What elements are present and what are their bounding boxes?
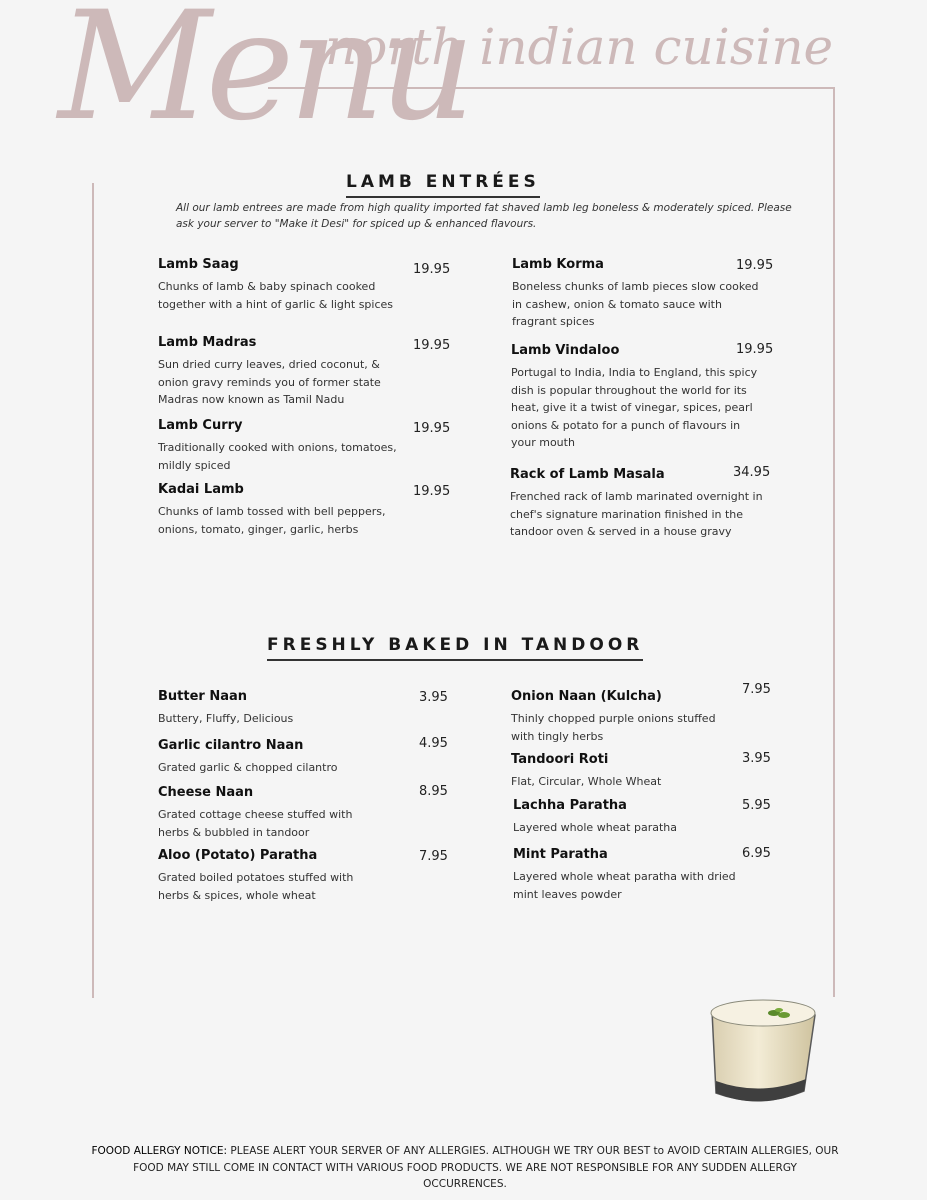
menu-item	[158, 418, 403, 474]
item-price: 19.95	[736, 258, 774, 273]
item-description: Chunks of lamb & baby spinach cooked together with a hint of garlic & light spices	[158, 280, 394, 311]
frame-right-line	[833, 87, 835, 997]
item-name: Onion Naan (Kulcha)	[511, 689, 662, 704]
lamb-title-underline	[346, 196, 540, 198]
menu-item	[511, 343, 766, 452]
item-name: Rack of Lamb Masala	[510, 467, 665, 482]
item-price: 7.95	[419, 849, 448, 864]
frame-left-line	[92, 183, 94, 998]
item-price: 8.95	[419, 784, 448, 799]
item-name: Cheese Naan	[158, 785, 254, 800]
menu-script-title: Menu	[58, 0, 470, 154]
item-price: 19.95	[413, 421, 451, 436]
lamb-section-title-text: LAMB ENTRÉES	[346, 172, 540, 192]
menu-item	[158, 482, 403, 538]
item-description: Layered whole wheat paratha	[513, 821, 677, 834]
item-name: Tandoori Roti	[511, 752, 609, 767]
lassi-glass-icon	[700, 993, 825, 1115]
item-name: Lamb Korma	[512, 257, 604, 272]
item-name: Lamb Curry	[158, 418, 243, 433]
menu-item	[158, 785, 358, 841]
item-description: Portugal to India, India to England, this spicy dish is popular throughout the world for its heat, give it a twist of vinegar, spices, pearl onions & potato for a punch of flavours in your mouth	[511, 366, 758, 449]
item-price: 4.95	[419, 736, 448, 751]
menu-item	[158, 335, 403, 409]
menu-item	[511, 752, 731, 791]
tandoor-section-title	[267, 635, 643, 655]
menu-item	[158, 689, 398, 728]
tandoor-section-title-text: FRESHLY BAKED IN TANDOOR	[267, 635, 644, 655]
item-description: Grated cottage cheese stuffed with herbs & bubbled in tandoor	[158, 808, 353, 839]
item-name: Kadai Lamb	[158, 482, 244, 497]
lamb-intro: All our lamb entrees are made from high quality imported fat shaved lamb leg boneless & moderately spiced. Please ask your server to "Make it Desi" for spiced up & enhanced flavours.	[176, 202, 792, 230]
item-price: 34.95	[733, 465, 771, 480]
item-description: Thinly chopped purple onions stuffed with tingly herbs	[511, 712, 716, 743]
menu-item	[511, 689, 731, 745]
item-description: Chunks of lamb tossed with bell peppers, onions, tomato, ginger, garlic, herbs	[158, 505, 386, 536]
item-name: Lachha Paratha	[513, 798, 627, 813]
item-description: Grated boiled potatoes stuffed with herbs & spices, whole wheat	[158, 871, 354, 902]
menu-item	[510, 467, 770, 541]
allergy-notice	[90, 1143, 840, 1193]
item-name: Mint Paratha	[513, 847, 608, 862]
item-price: 5.95	[742, 798, 771, 813]
item-description: Sun dried curry leaves, dried coconut, & onion gravy reminds you of former state Madras now known as Tamil Nadu	[158, 358, 381, 406]
allergy-notice-text: PLEASE ALERT YOUR SERVER OF ANY ALLERGIES. ALTHOUGH WE TRY OUR BEST to AVOID CERTAIN ALLERGIES, OUR FOOD MAY STILL COME IN CONTACT WITH VARIOUS FOOD PRODUCTS. WE ARE NOT RESPONSIBLE FOR ANY SUDDEN ALLERGY OCCURRENCES.	[133, 1145, 839, 1190]
item-name: Garlic cilantro Naan	[158, 738, 304, 753]
menu-item	[513, 847, 748, 903]
item-description: Buttery, Fluffy, Delicious	[158, 712, 294, 725]
menu-item	[513, 798, 733, 837]
item-price: 19.95	[413, 484, 451, 499]
item-price: 19.95	[413, 262, 451, 277]
item-price: 19.95	[413, 338, 451, 353]
item-description: Frenched rack of lamb marinated overnight in chef's signature marination finished in the tandoor oven & served in a house gravy	[510, 490, 763, 538]
item-price: 6.95	[742, 846, 771, 861]
lamb-section-title	[346, 172, 540, 192]
item-description: Boneless chunks of lamb pieces slow cooked in cashew, onion & tomato sauce with fragrant spices	[512, 280, 759, 328]
item-name: Lamb Saag	[158, 257, 239, 272]
item-price: 3.95	[742, 751, 771, 766]
menu-item	[512, 257, 767, 331]
item-price: 3.95	[419, 690, 448, 705]
cuisine-subtitle: north indian cuisine	[325, 18, 834, 76]
item-name: Butter Naan	[158, 689, 248, 704]
menu-item	[158, 257, 403, 313]
menu-item	[158, 848, 358, 904]
item-price: 19.95	[736, 342, 774, 357]
item-price: 7.95	[742, 682, 771, 697]
item-name: Lamb Vindaloo	[511, 343, 620, 358]
item-description: Traditionally cooked with onions, tomatoes, mildly spiced	[158, 441, 397, 472]
tandoor-title-underline	[267, 659, 643, 661]
item-name: Lamb Madras	[158, 335, 257, 350]
item-description: Grated garlic & chopped cilantro	[158, 761, 338, 774]
item-description: Layered whole wheat paratha with dried mint leaves powder	[513, 870, 736, 901]
allergy-notice-label: FOOOD ALLERGY NOTICE:	[91, 1145, 228, 1157]
item-description: Flat, Circular, Whole Wheat	[511, 775, 662, 788]
item-name: Aloo (Potato) Paratha	[158, 848, 318, 863]
menu-item	[158, 738, 398, 777]
